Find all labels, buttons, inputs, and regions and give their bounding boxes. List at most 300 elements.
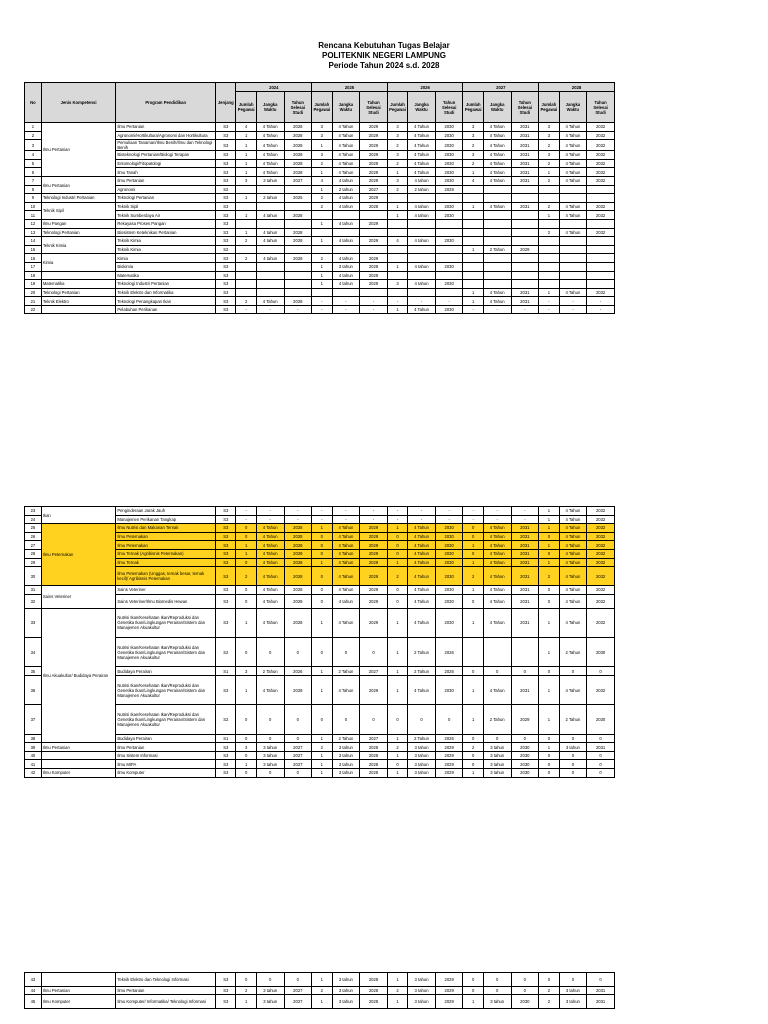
cell-value: [587, 271, 615, 280]
cell-value: [387, 228, 407, 237]
cell-value: 4 tahun: [332, 202, 360, 211]
cell-value: 4 Tahun: [483, 549, 511, 558]
cell-value: [511, 280, 539, 289]
cell-value: 2031: [511, 159, 539, 168]
cell-value: 2: [463, 140, 483, 151]
cell-value: 2031: [511, 297, 539, 306]
cell-value: [511, 219, 539, 228]
cell-value: -: [435, 297, 463, 306]
cell-value: 2: [312, 159, 332, 168]
cell-value: 4 Tahun: [559, 176, 587, 185]
cell-value: -: [387, 507, 407, 516]
cell-value: 4 Tahun: [332, 586, 360, 595]
cell-jenis-kompetensi: [41, 271, 116, 280]
table-page-1: [24, 82, 615, 314]
cell-value: [312, 245, 332, 254]
cell-no: 25: [25, 524, 42, 533]
cell-value: [559, 245, 587, 254]
cell-program-pendidikan: Sains Veteriner/Ilmu Biomedis Hewan: [116, 594, 216, 608]
cell-value: 2028: [284, 131, 312, 140]
cell-value: 1: [312, 168, 332, 177]
cell-value: [284, 271, 312, 280]
cell-program-pendidikan: Nutrisi Ikan/Kesehatan Ikan/Reproduksi dan Genetika Ikan/Lingkungan Perairan/Sistem dan Manajemen Akuakultur: [116, 675, 216, 704]
cell-value: 2032: [587, 211, 615, 220]
cell-value: [236, 271, 256, 280]
cell-value: [539, 262, 559, 271]
cell-value: 2: [387, 567, 407, 586]
cell-value: 2030: [435, 541, 463, 550]
cell-value: [387, 194, 407, 203]
cell-value: [539, 219, 559, 228]
cell-value: 4 tahun: [408, 211, 436, 220]
cell-value: 2027: [284, 751, 312, 760]
cell-jenis-kompetensi: Teknik Elektro: [41, 297, 116, 306]
cell-value: 4 Tahun: [256, 159, 284, 168]
cell-value: 0: [236, 973, 256, 987]
cell-value: 1: [463, 297, 483, 306]
cell-value: 4 Tahun: [332, 524, 360, 533]
cell-value: 2031: [511, 541, 539, 550]
cell-value: 0: [587, 760, 615, 769]
cell-value: 3: [236, 743, 256, 752]
header-tahun-selesai-studi: Tahun Selesai Studi: [360, 92, 388, 123]
cell-value: 4 Tahun: [408, 549, 436, 558]
cell-no: 2: [25, 131, 42, 140]
cell-value: 4: [236, 123, 256, 132]
cell-value: [463, 211, 483, 220]
table-row: [25, 507, 615, 516]
cell-value: [539, 254, 559, 263]
cell-jenjang: S3: [216, 176, 236, 185]
cell-jenjang: S3: [216, 594, 236, 608]
cell-value: 2032: [587, 131, 615, 140]
cell-value: 4 Tahun: [559, 524, 587, 533]
cell-value: [284, 262, 312, 271]
header-tahun-selesai-studi: Tahun Selesai Studi: [587, 92, 615, 123]
cell-value: [408, 228, 436, 237]
cell-value: 2029: [360, 140, 388, 151]
cell-value: [256, 219, 284, 228]
cell-value: 0: [587, 667, 615, 676]
cell-jenjang: S3: [216, 140, 236, 151]
cell-program-pendidikan: Teknik Sumberdaya Air: [116, 211, 216, 220]
cell-no: 19: [25, 280, 42, 289]
cell-value: 2029: [435, 185, 463, 194]
cell-value: 3 tahun: [332, 751, 360, 760]
cell-value: 4 Tahun: [332, 151, 360, 160]
cell-value: 4 Tahun: [559, 507, 587, 516]
cell-value: [587, 219, 615, 228]
cell-value: [435, 194, 463, 203]
cell-value: 0: [312, 567, 332, 586]
cell-value: 2 Tahun: [559, 705, 587, 734]
cell-value: 2030: [435, 558, 463, 567]
cell-value: 0: [587, 769, 615, 778]
cell-value: 1: [236, 541, 256, 550]
cell-value: 0: [483, 667, 511, 676]
cell-value: 2030: [435, 549, 463, 558]
cell-value: 2032: [587, 123, 615, 132]
cell-value: 4 Tahun: [559, 532, 587, 541]
cell-value: 4 Tahun: [483, 608, 511, 637]
cell-value: 2029: [360, 567, 388, 586]
cell-value: 2032: [587, 675, 615, 704]
table-row: [25, 297, 615, 306]
cell-value: 0: [463, 524, 483, 533]
cell-value: 2030: [435, 567, 463, 586]
cell-jenjang: S3: [216, 567, 236, 586]
cell-value: [256, 280, 284, 289]
cell-value: [408, 288, 436, 297]
header-jangka-waktu: Jangka Waktu: [559, 92, 587, 123]
cell-no: 30: [25, 567, 42, 586]
table-row: [25, 586, 615, 595]
cell-value: [387, 271, 407, 280]
cell-value: [539, 271, 559, 280]
cell-value: 2028: [360, 760, 388, 769]
cell-jenjang: S3: [216, 986, 236, 995]
cell-jenjang: S3: [216, 159, 236, 168]
cell-value: [408, 254, 436, 263]
cell-value: [387, 219, 407, 228]
cell-value: 4 Tahun: [256, 297, 284, 306]
cell-value: 0: [539, 586, 559, 595]
cell-value: 2028: [284, 228, 312, 237]
cell-value: 0: [463, 594, 483, 608]
cell-value: 3: [387, 123, 407, 132]
cell-value: 1: [236, 131, 256, 140]
cell-value: 3: [312, 123, 332, 132]
cell-value: 1: [236, 168, 256, 177]
cell-program-pendidikan: Ilmu Peternakan: [116, 532, 216, 541]
cell-value: 2032: [587, 159, 615, 168]
cell-value: 2032: [587, 549, 615, 558]
cell-value: 0: [435, 705, 463, 734]
cell-value: 2028: [284, 586, 312, 595]
cell-value: 2: [463, 743, 483, 752]
cell-value: 2: [312, 202, 332, 211]
cell-value: 2030: [435, 280, 463, 289]
cell-value: 3: [463, 151, 483, 160]
cell-no: 44: [25, 986, 42, 995]
cell-value: 4 Tahun: [559, 131, 587, 140]
cell-value: 1: [312, 280, 332, 289]
cell-value: [435, 254, 463, 263]
cell-value: 3 tahun: [559, 743, 587, 752]
cell-value: [408, 194, 436, 203]
cell-value: 1: [312, 667, 332, 676]
cell-value: 4 Tahun: [332, 168, 360, 177]
cell-value: 2031: [511, 288, 539, 297]
cell-value: [559, 237, 587, 246]
cell-value: 0: [236, 558, 256, 567]
cell-value: 0: [284, 637, 312, 666]
cell-value: 0: [312, 586, 332, 595]
cell-program-pendidikan: Ilmu Pertanian: [116, 176, 216, 185]
table-row: [25, 237, 615, 246]
cell-jenjang: S3: [216, 271, 236, 280]
table-row: [25, 305, 615, 314]
cell-value: 0: [463, 549, 483, 558]
cell-value: 4 Tahun: [559, 675, 587, 704]
cell-value: 3: [539, 123, 559, 132]
cell-value: 1: [539, 288, 559, 297]
cell-value: 1: [312, 262, 332, 271]
cell-value: 2028: [360, 202, 388, 211]
cell-value: 4 Tahun: [483, 168, 511, 177]
cell-value: 1: [387, 667, 407, 676]
cell-no: 16: [25, 254, 42, 263]
cell-value: [483, 219, 511, 228]
cell-value: 2030: [435, 211, 463, 220]
cell-value: 0: [559, 751, 587, 760]
cell-jenjang: S3: [216, 168, 236, 177]
cell-value: 4 Tahun: [559, 586, 587, 595]
table-row: [25, 194, 615, 203]
cell-value: [332, 245, 360, 254]
cell-value: 3: [312, 151, 332, 160]
cell-value: 4 Tahun: [483, 151, 511, 160]
cell-value: 4 Tahun: [559, 608, 587, 637]
cell-value: 1: [236, 549, 256, 558]
cell-value: 1: [312, 185, 332, 194]
cell-value: 2: [539, 567, 559, 586]
cell-no: 40: [25, 751, 42, 760]
cell-value: 2 tahun: [332, 185, 360, 194]
cell-value: 1: [387, 751, 407, 760]
cell-jenjang: S3: [216, 760, 236, 769]
cell-value: 2 Tahun: [332, 667, 360, 676]
cell-no: 17: [25, 262, 42, 271]
cell-value: 1: [463, 541, 483, 550]
cell-jenjang: S3: [216, 202, 236, 211]
cell-value: 2028: [284, 211, 312, 220]
cell-value: 4 tahun: [332, 194, 360, 203]
cell-no: 42: [25, 769, 42, 778]
cell-value: 0: [360, 637, 388, 666]
table-row: [25, 219, 615, 228]
cell-value: 4 Tahun: [483, 541, 511, 550]
cell-value: 4 Tahun: [483, 297, 511, 306]
cell-value: 4 tahun: [408, 280, 436, 289]
cell-value: [463, 637, 483, 666]
cell-value: 2029: [435, 760, 463, 769]
cell-value: [511, 262, 539, 271]
cell-value: 0: [236, 769, 256, 778]
cell-value: 2026: [435, 734, 463, 743]
cell-program-pendidikan: Matematika: [116, 271, 216, 280]
cell-no: 27: [25, 541, 42, 550]
cell-value: 2: [463, 567, 483, 586]
cell-value: 0: [360, 705, 388, 734]
cell-value: -: [587, 305, 615, 314]
cell-value: [587, 262, 615, 271]
cell-value: 4: [312, 176, 332, 185]
cell-value: 0: [463, 751, 483, 760]
cell-value: [256, 245, 284, 254]
cell-value: -: [236, 507, 256, 516]
header-program-pendidikan: Program Pendidikan: [116, 83, 216, 123]
cell-value: 4 Tahun: [408, 305, 436, 314]
cell-value: 1: [463, 769, 483, 778]
cell-value: 1: [312, 237, 332, 246]
cell-jenis-kompetensi: Teknik Kimia: [41, 237, 116, 254]
cell-value: [408, 219, 436, 228]
cell-value: 2031: [511, 202, 539, 211]
cell-value: 1: [539, 507, 559, 516]
cell-value: 4 Tahun: [483, 594, 511, 608]
cell-value: 2 Tahun: [483, 705, 511, 734]
cell-value: [435, 228, 463, 237]
cell-value: 1: [387, 262, 407, 271]
cell-value: 4 tahun: [332, 271, 360, 280]
cell-no: 39: [25, 743, 42, 752]
cell-value: 3 tahun: [559, 986, 587, 995]
cell-program-pendidikan: Budidaya Perairan: [116, 734, 216, 743]
cell-value: 4 Tahun: [256, 541, 284, 550]
cell-value: 3 tahun: [332, 973, 360, 987]
cell-no: 1: [25, 123, 42, 132]
cell-value: 2030: [435, 151, 463, 160]
header-jenis-kompetensi: Jenis Kompetensi: [41, 83, 116, 123]
header-jangka-waktu: Jangka Waktu: [332, 92, 360, 123]
cell-value: -: [360, 515, 388, 524]
cell-value: 2030: [435, 168, 463, 177]
table-row: [25, 202, 615, 211]
cell-value: 2030: [435, 262, 463, 271]
cell-value: 2: [387, 986, 407, 995]
cell-value: 3 tahun: [332, 986, 360, 995]
cell-value: 0: [511, 734, 539, 743]
cell-value: 3 tahun: [408, 986, 436, 995]
cell-value: [435, 245, 463, 254]
cell-program-pendidikan: Teknik Kimia: [116, 237, 216, 246]
cell-value: 2: [312, 194, 332, 203]
table-row: [25, 973, 615, 987]
cell-program-pendidikan: Ilmu Nutrisi dan Makanan Ternak: [116, 524, 216, 533]
cell-value: [236, 219, 256, 228]
cell-value: 1: [236, 760, 256, 769]
cell-value: [511, 194, 539, 203]
cell-value: 2028: [284, 159, 312, 168]
cell-value: 0: [483, 986, 511, 995]
cell-value: [559, 262, 587, 271]
cell-value: 3 tahun: [483, 769, 511, 778]
cell-value: [539, 280, 559, 289]
cell-value: 1: [312, 608, 332, 637]
cell-value: [236, 288, 256, 297]
cell-no: 43: [25, 973, 42, 987]
cell-value: -: [236, 305, 256, 314]
cell-value: 4 Tahun: [256, 524, 284, 533]
cell-value: 2031: [511, 549, 539, 558]
cell-jenis-kompetensi: Teknologi Industri Pertanian: [41, 194, 116, 203]
cell-value: [483, 280, 511, 289]
cell-value: [559, 271, 587, 280]
cell-value: 4 Tahun: [408, 524, 436, 533]
cell-value: 4 Tahun: [332, 159, 360, 168]
cell-value: 2029: [360, 541, 388, 550]
cell-no: 36: [25, 675, 42, 704]
table-row: [25, 524, 615, 533]
cell-value: 4 Tahun: [256, 123, 284, 132]
cell-program-pendidikan: Teknologi Pertanian: [116, 194, 216, 203]
cell-value: -: [559, 297, 587, 306]
header-row-years: [25, 83, 615, 92]
cell-program-pendidikan: Teknologi Penangkapan Ikan: [116, 297, 216, 306]
cell-value: 2029: [360, 151, 388, 160]
cell-value: 2: [539, 995, 559, 1009]
cell-value: 1: [236, 675, 256, 704]
cell-value: 4 Tahun: [408, 586, 436, 595]
cell-value: 4 tahun: [256, 254, 284, 263]
cell-value: 2: [312, 743, 332, 752]
cell-value: 2028: [284, 558, 312, 567]
cell-no: 26: [25, 532, 42, 541]
cell-value: [435, 219, 463, 228]
cell-value: 2031: [511, 608, 539, 637]
cell-value: 2032: [587, 507, 615, 516]
cell-value: 2032: [587, 140, 615, 151]
cell-value: -: [539, 297, 559, 306]
header-jangka-waktu: Jangka Waktu: [483, 92, 511, 123]
cell-value: [312, 211, 332, 220]
header-year: 2026: [387, 83, 463, 92]
cell-value: 1: [312, 769, 332, 778]
cell-value: 4 Tahun: [256, 168, 284, 177]
cell-value: 4 Tahun: [408, 541, 436, 550]
cell-value: 4 tahun: [332, 219, 360, 228]
cell-value: 0: [539, 769, 559, 778]
cell-value: 4 Tahun: [332, 549, 360, 558]
cell-value: 0: [539, 549, 559, 558]
cell-no: 24: [25, 515, 42, 524]
cell-jenjang: S3: [216, 237, 236, 246]
cell-value: 1: [387, 305, 407, 314]
cell-value: [236, 202, 256, 211]
cell-value: 2032: [587, 567, 615, 586]
cell-value: 4 Tahun: [559, 567, 587, 586]
cell-value: 2031: [587, 743, 615, 752]
cell-value: 0: [312, 549, 332, 558]
cell-jenjang: S3: [216, 262, 236, 271]
cell-value: 4 tahun: [332, 594, 360, 608]
cell-value: [463, 219, 483, 228]
cell-value: 4 tahun: [408, 262, 436, 271]
cell-value: -: [312, 297, 332, 306]
table-row: [25, 123, 615, 132]
cell-value: 2028: [284, 541, 312, 550]
cell-program-pendidikan: Biokimia: [116, 262, 216, 271]
cell-value: 2 Tahun: [483, 245, 511, 254]
cell-value: 0: [284, 734, 312, 743]
cell-value: 2028: [284, 237, 312, 246]
cell-value: 0: [256, 734, 284, 743]
header-jumlah-pegawai: Jumlah Pegawai: [463, 92, 483, 123]
cell-value: 0: [236, 637, 256, 666]
cell-program-pendidikan: Rekayasa Proses Pangan: [116, 219, 216, 228]
cell-jenjang: S3: [216, 541, 236, 550]
cell-value: -: [236, 515, 256, 524]
cell-jenjang: S3: [216, 194, 236, 203]
cell-value: 2030: [511, 760, 539, 769]
cell-value: 2030: [435, 159, 463, 168]
cell-value: 4 Tahun: [408, 123, 436, 132]
cell-no: 22: [25, 305, 42, 314]
cell-no: 13: [25, 228, 42, 237]
cell-value: [539, 194, 559, 203]
header-tahun-selesai-studi: Tahun Selesai Studi: [511, 92, 539, 123]
